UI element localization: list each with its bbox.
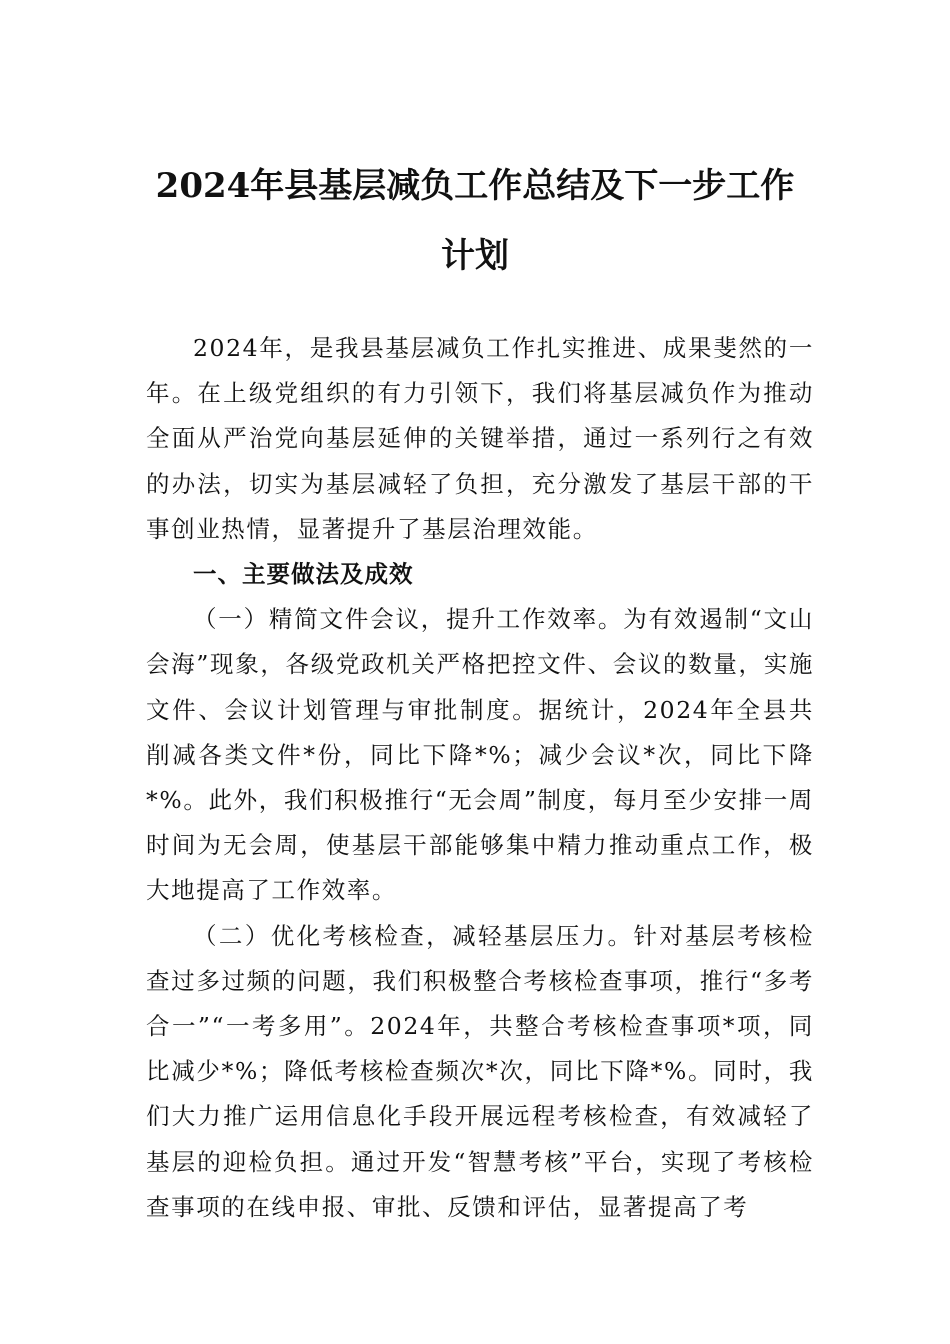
section-heading: 一、主要做法及成效: [193, 560, 414, 589]
title-line-2: 计划: [441, 236, 509, 276]
document-body: [146, 326, 814, 1230]
document-title: [120, 151, 830, 291]
intro-paragraph: 2024年，是我县基层减负工作扎实推进、成果斐然的一年。在上级党组织的有力引领下，我们将基层减负作为推动全面从严治党向基层延伸的关键举措，通过一系列行之有效的办法，切实为基层减轻了负担，充分激发了基层干部的干事创业热情，显著提升了基层治理效能。: [146, 334, 814, 543]
item-1-text: 为有效遏制“文山会海”现象，各级党政机关严格把控文件、会议的数量，实施文件、会议计划管理与审批制度。据统计，2024年全县共削减各类文件*份，同比下降*%；减少会议*次，同比下降*%。此外，我们积极推行“无会周”制度，每月至少安排一周时间为无会周，使基层干部能够集中精力推动重点工作，极大地提高了工作效率。: [146, 605, 814, 905]
item-1-lead: （一）精简文件会议，提升工作效率。: [193, 605, 624, 634]
item-2-text: 针对基层考核检查过多过频的问题，我们积极整合考核检查事项，推行“多考合一”“一考多用”。2024年，共整合考核检查事项*项，同比减少*%；降低考核检查频次*次，同比下降*%。同时，我们大力推广运用信息化手段开展远程考核检查，有效减轻了基层的迎检负担。通过开发“智慧考核”平台，实现了考核检查事项的在线申报、审批、反馈和评估，显著提高了考: [146, 921, 815, 1221]
title-line-1: 2024年县基层减负工作总结及下一步工作: [155, 166, 795, 206]
item-2-lead: （二）优化考核检查，减轻基层压力。: [193, 921, 634, 950]
item-2-paragraph: [146, 914, 814, 1230]
item-1-paragraph: [146, 597, 814, 913]
